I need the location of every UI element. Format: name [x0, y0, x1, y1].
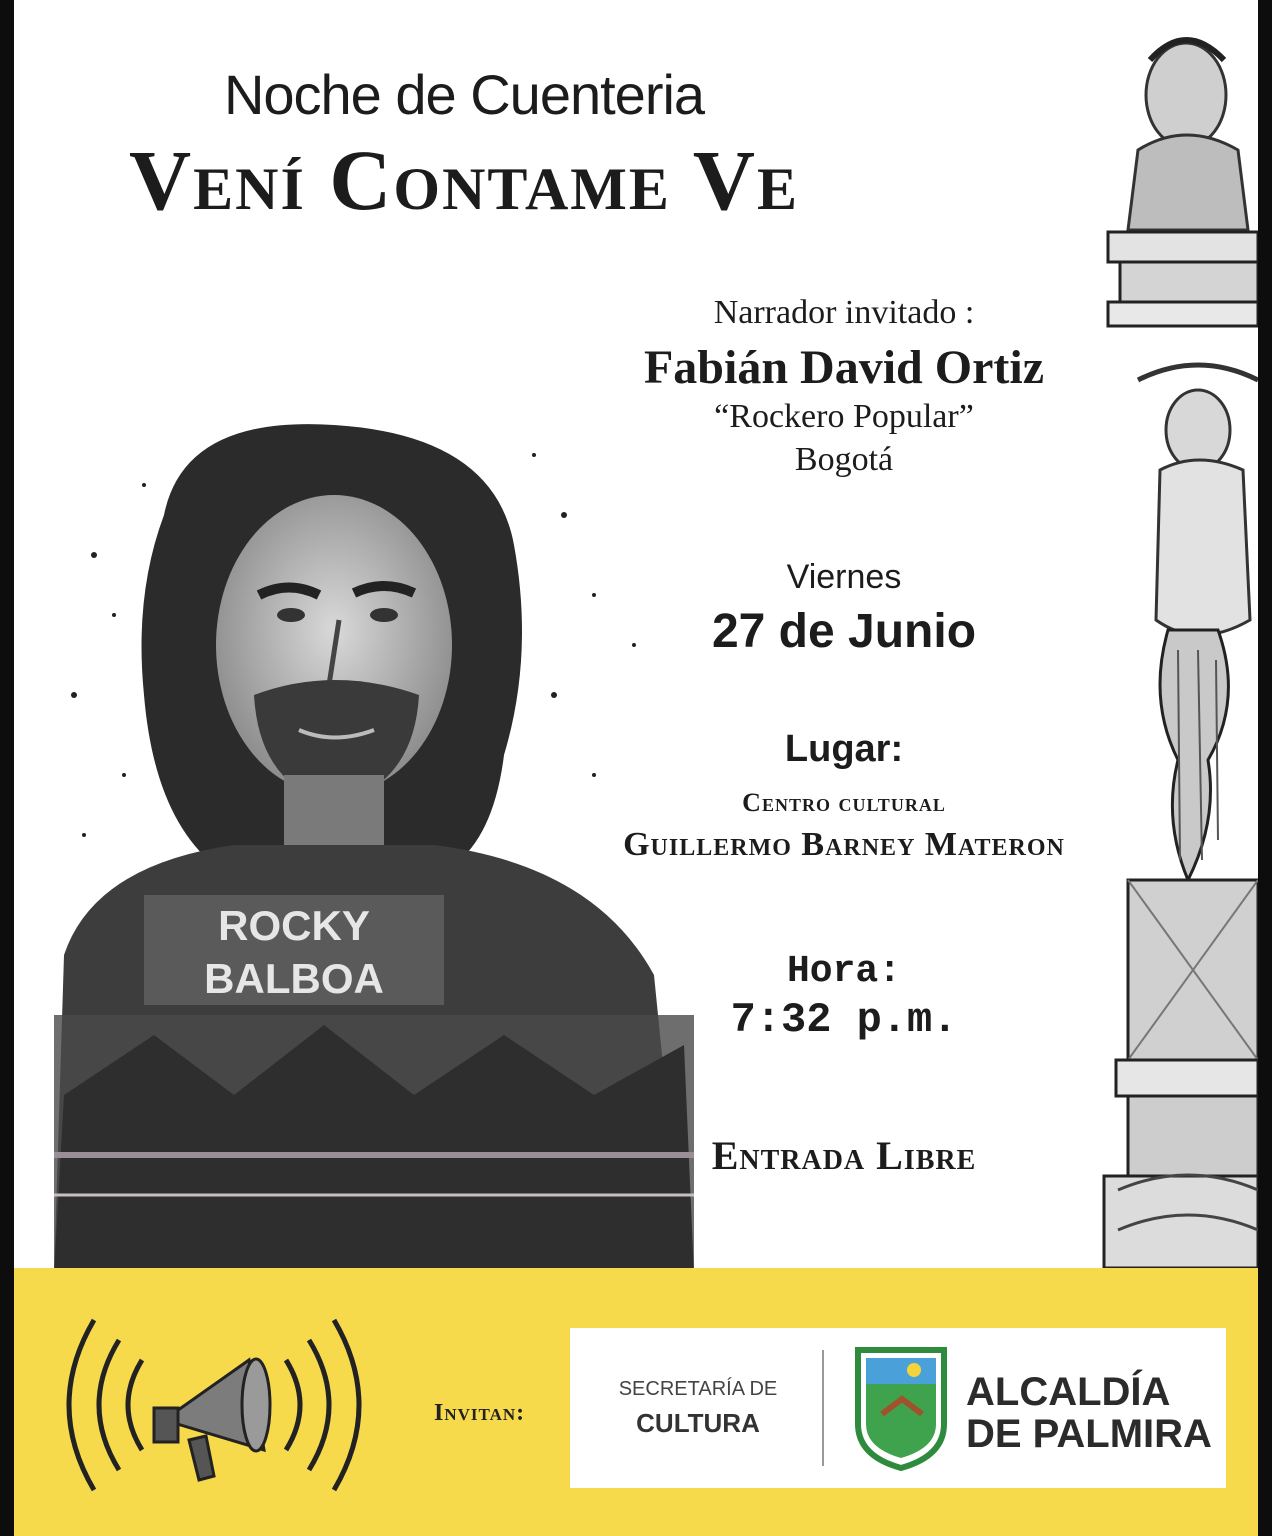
- event-time: 7:32 p.m.: [730, 996, 958, 1044]
- guest-name: Fabián David Ortiz: [643, 341, 1044, 394]
- venue-line-2: Guillermo Barney Materon: [623, 826, 1065, 863]
- event-subtitle: Noche de Cuenteria: [223, 63, 705, 126]
- event-date: 27 de Junio: [711, 605, 977, 658]
- palmira-shield-icon: [852, 1344, 950, 1472]
- alcaldia-line-1: ALCALDÍA: [966, 1370, 1171, 1414]
- svg-text:ROCKY: ROCKY: [218, 902, 370, 949]
- guest-label: Narrador invitado :: [713, 294, 975, 331]
- time-label: Hora:: [786, 950, 902, 993]
- guest-city: Bogotá: [794, 441, 894, 478]
- entry-note: Entrada Libre: [711, 1133, 977, 1178]
- megaphone-icon: [34, 1290, 414, 1520]
- guest-alias: “Rockero Popular”: [714, 398, 974, 435]
- alcaldia-line-2: DE PALMIRA: [966, 1412, 1212, 1456]
- secretaria-line-1: SECRETARÍA DE: [618, 1378, 778, 1400]
- svg-text:BALBOA: BALBOA: [204, 955, 384, 1002]
- logo-divider: [822, 1350, 824, 1466]
- place-label: Lugar:: [784, 728, 904, 770]
- event-poster: [14, 0, 1258, 1536]
- event-day: Viernes: [786, 558, 902, 596]
- venue-line-1: Centro cultural: [742, 788, 946, 817]
- event-title: Vení Contame Ve: [128, 132, 800, 228]
- secretaria-line-2: CULTURA: [636, 1408, 760, 1438]
- invitan-label: Invitan:: [434, 1400, 526, 1426]
- sponsor-logos-panel: [570, 1328, 1226, 1488]
